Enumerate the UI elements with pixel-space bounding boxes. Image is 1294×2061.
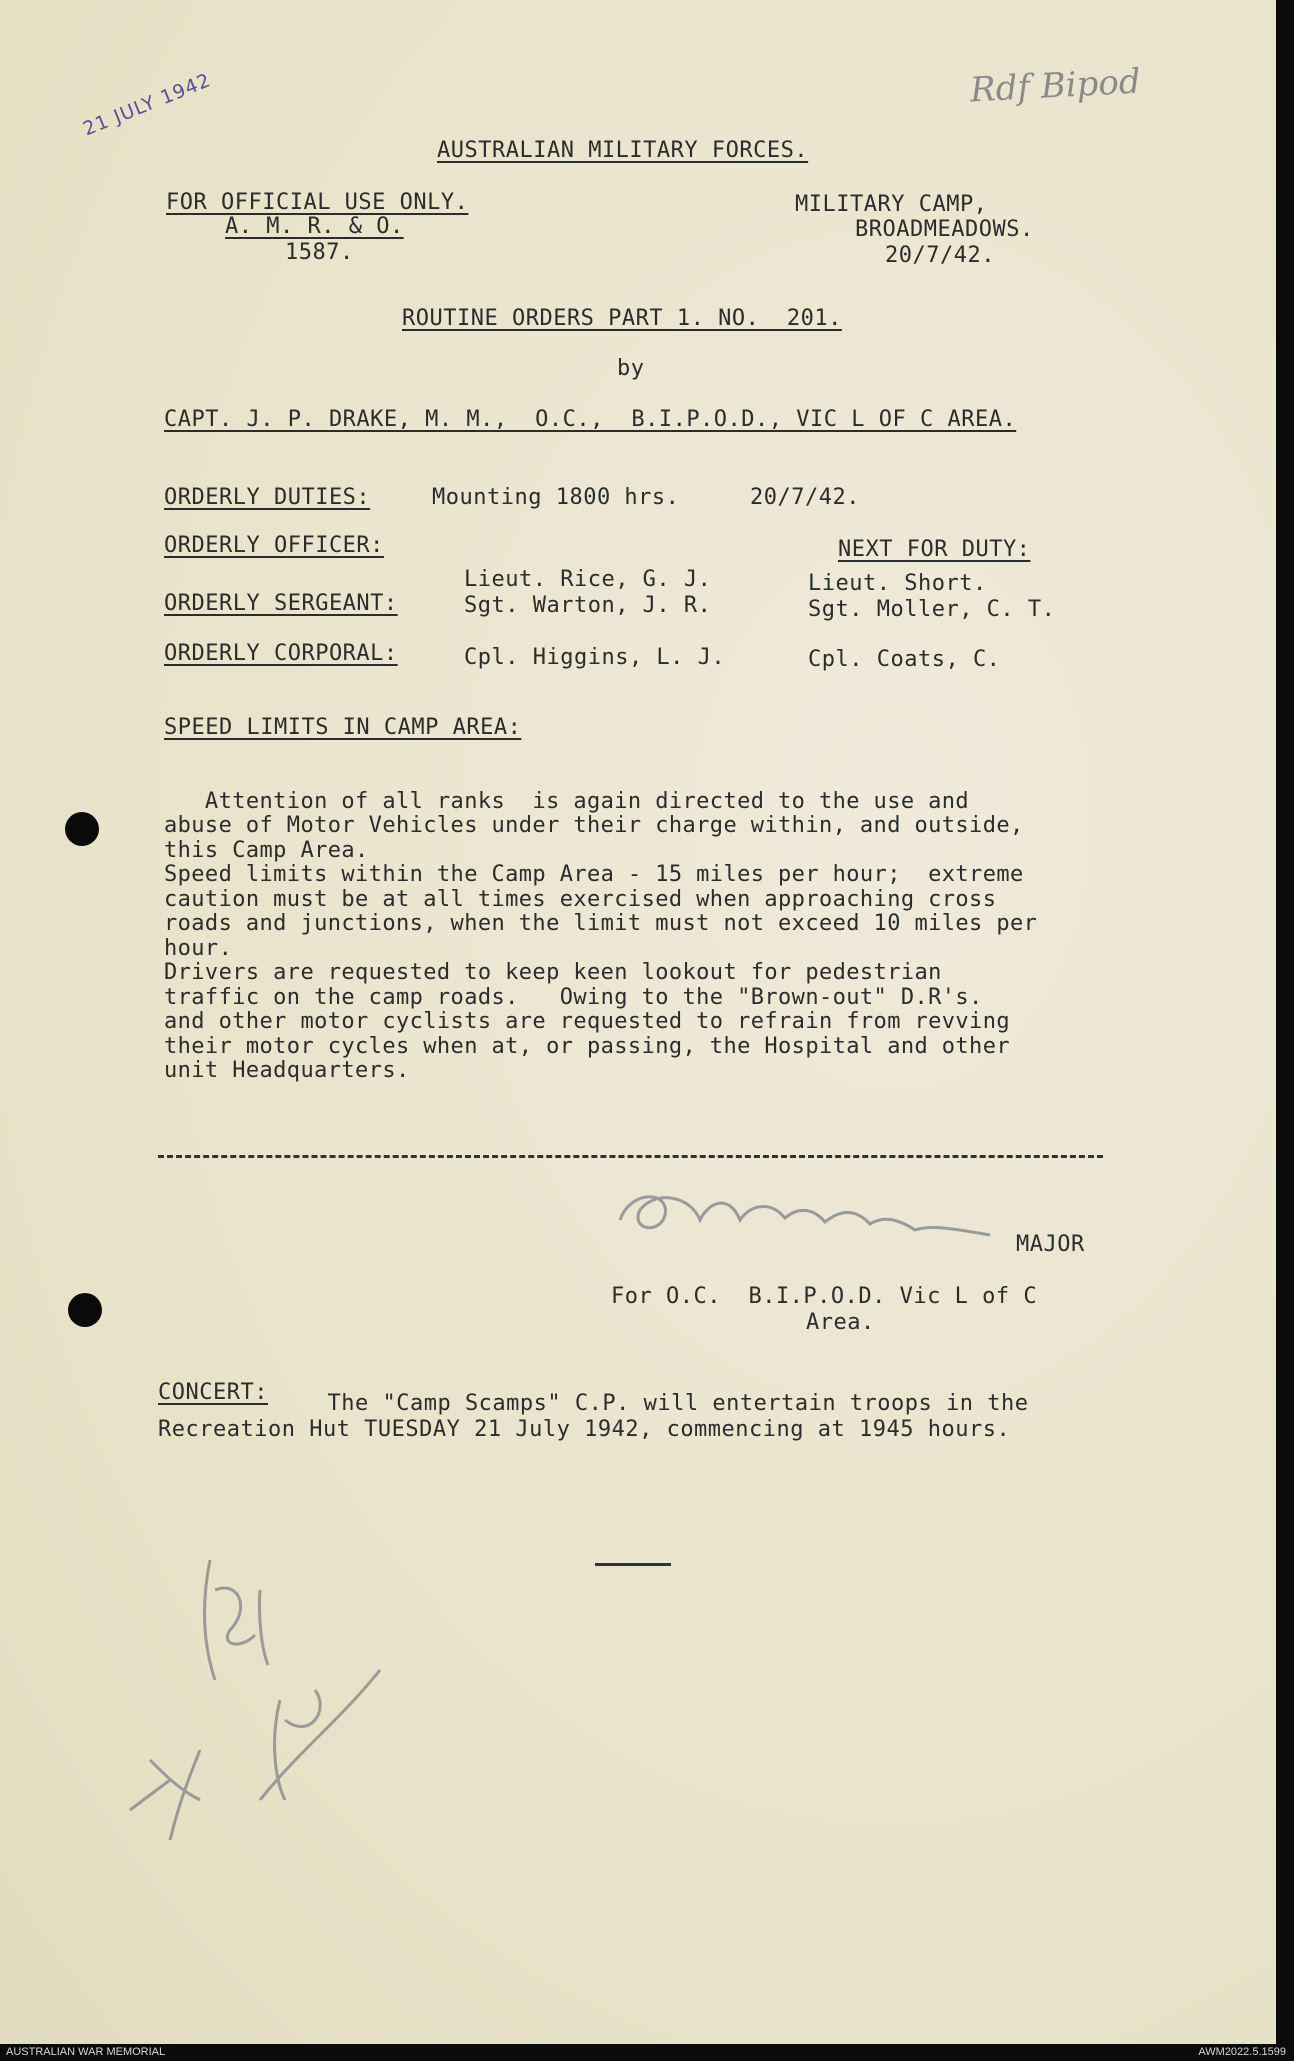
footer-reference: AWM2022.5.1599 bbox=[1198, 2046, 1286, 2058]
speed-line: caution must be at all times exercised when approaching cross bbox=[164, 886, 997, 912]
amro-label: A. M. R. & O. bbox=[225, 214, 404, 239]
received-date-stamp: 21 JULY 1942 bbox=[80, 69, 215, 141]
speed-limits-paragraph bbox=[164, 765, 1037, 1108]
footer-source: AUSTRALIAN WAR MEMORIAL bbox=[6, 2046, 166, 2058]
orderly-officer-next: Lieut. Short. bbox=[808, 571, 987, 596]
document-number: 1587. bbox=[285, 240, 354, 265]
orderly-officer-label: ORDERLY OFFICER: bbox=[164, 533, 384, 558]
document-title: AUSTRALIAN MILITARY FORCES. bbox=[437, 138, 809, 163]
next-for-duty-heading: NEXT FOR DUTY: bbox=[838, 537, 1031, 562]
speed-limits-heading: SPEED LIMITS IN CAMP AREA: bbox=[164, 715, 522, 740]
handwritten-initials bbox=[110, 1550, 430, 1860]
speed-line: Attention of all ranks is again directed to the use and bbox=[164, 788, 970, 814]
punch-hole-bottom bbox=[68, 1293, 102, 1327]
duties-date: 20/7/42. bbox=[750, 485, 860, 510]
orders-issuer: CAPT. J. P. DRAKE, M. M., O.C., B.I.P.O.D., VIC L OF C AREA. bbox=[164, 407, 1017, 432]
orderly-corporal-name: Cpl. Higgins, L. J. bbox=[464, 645, 726, 670]
handwritten-note: Rdf Bipod bbox=[969, 61, 1142, 111]
end-rule bbox=[595, 1563, 671, 1566]
mounting-time: Mounting 1800 hrs. bbox=[432, 485, 680, 510]
concert-line-1: The "Camp Scamps" C.P. will entertain troops in the bbox=[300, 1391, 1029, 1416]
document-date: 20/7/42. bbox=[885, 243, 995, 268]
orderly-sergeant-next: Sgt. Moller, C. T. bbox=[808, 597, 1056, 622]
signature-area: Area. bbox=[806, 1310, 875, 1335]
page-edge bbox=[1276, 0, 1294, 2044]
signature-for-line: For O.C. B.I.P.O.D. Vic L of C bbox=[611, 1284, 1038, 1309]
camp-name: MILITARY CAMP, bbox=[795, 192, 988, 217]
dashed-divider bbox=[158, 1155, 1103, 1158]
orderly-officer-name: Lieut. Rice, G. J. bbox=[464, 567, 712, 592]
orderly-sergeant-name: Sgt. Warton, J. R. bbox=[464, 593, 712, 618]
orders-by: by bbox=[617, 356, 645, 381]
speed-line: hour. bbox=[164, 935, 233, 961]
speed-line: and other motor cyclists are requested to refrain from revving bbox=[164, 1009, 1010, 1034]
orderly-corporal-label: ORDERLY CORPORAL: bbox=[164, 641, 398, 666]
speed-line: traffic on the camp roads. Owing to the "Brown-out" D.R's. bbox=[164, 984, 983, 1010]
punch-hole-top bbox=[65, 812, 99, 846]
speed-line: Speed limits within the Camp Area - 15 miles per hour; extreme bbox=[164, 862, 1024, 887]
concert-heading: CONCERT: bbox=[158, 1380, 268, 1405]
signature-rank: MAJOR bbox=[1016, 1232, 1085, 1257]
concert-line-2: Recreation Hut TUESDAY 21 July 1942, commencing at 1945 hours. bbox=[158, 1417, 1011, 1442]
orderly-sergeant-label: ORDERLY SERGEANT: bbox=[164, 591, 398, 616]
orders-title: ROUTINE ORDERS PART 1. NO. 201. bbox=[402, 306, 842, 331]
orderly-corporal-next: Cpl. Coats, C. bbox=[808, 647, 1001, 672]
official-use-label: FOR OFFICIAL USE ONLY. bbox=[166, 190, 469, 215]
orderly-duties-heading: ORDERLY DUTIES: bbox=[164, 485, 371, 510]
speed-line: roads and junctions, when the limit must not exceed 10 miles per bbox=[164, 911, 1038, 936]
speed-line: Drivers are requested to keep keen lookout for pedestrian bbox=[164, 960, 942, 985]
camp-location: BROADMEADOWS. bbox=[855, 217, 1034, 242]
speed-line: their motor cycles when at, or passing, the Hospital and other bbox=[164, 1033, 1010, 1059]
signature-scribble bbox=[610, 1180, 1000, 1250]
speed-line: this Camp Area. bbox=[164, 837, 369, 863]
speed-line: unit Headquarters. bbox=[164, 1058, 410, 1083]
speed-line: abuse of Motor Vehicles under their charge within, and outside, bbox=[164, 813, 1024, 838]
footer-bar bbox=[0, 2044, 1294, 2061]
